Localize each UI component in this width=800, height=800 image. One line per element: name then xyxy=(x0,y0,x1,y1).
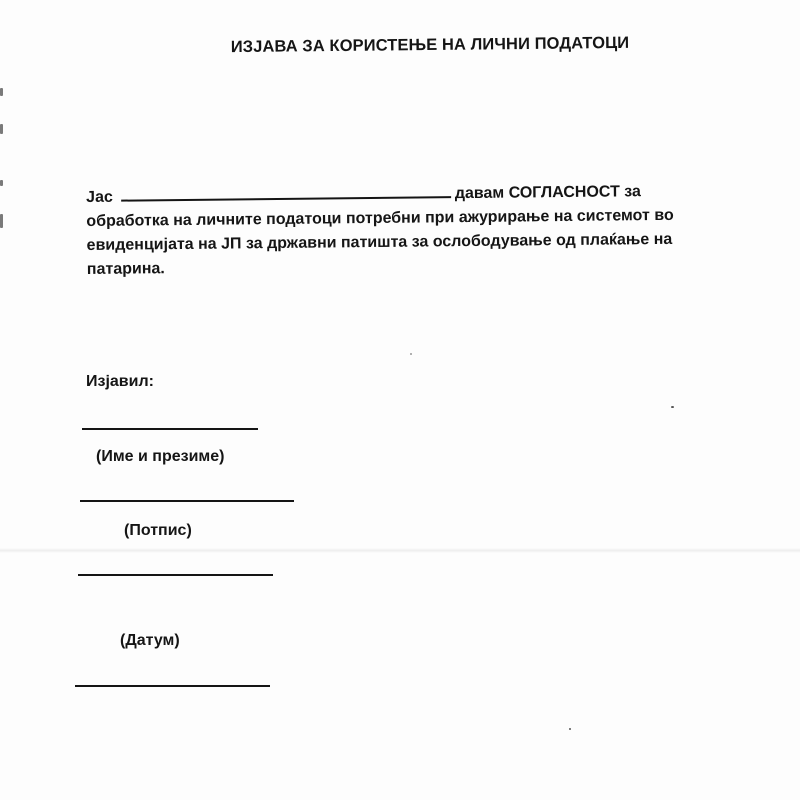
consent-statement xyxy=(86,179,727,282)
document-title: ИЗЈАВА ЗА КОРИСТЕЊЕ НА ЛИЧНИ ПОДАТОЦИ xyxy=(230,33,630,57)
statement-line-4: патарина. xyxy=(86,260,165,278)
statement-line-3: евиденцијата на ЈП за државни патишта за ослободување од плаќање на xyxy=(86,230,673,254)
name-blank-line[interactable] xyxy=(121,182,451,201)
scan-fold-line xyxy=(0,548,800,553)
scan-speck xyxy=(569,728,571,730)
scan-edge-mark xyxy=(0,180,3,186)
full-name-label: (Име и презиме) xyxy=(96,448,225,465)
declarant-label: Изјавил: xyxy=(86,373,154,390)
scan-edge-mark xyxy=(0,214,3,228)
scan-edge-mark xyxy=(0,124,3,134)
scan-speck xyxy=(410,353,412,355)
statement-line-2: обработка на личните податоци потребни при ажурирање на системот во xyxy=(86,206,674,230)
scan-edge-mark xyxy=(0,88,3,96)
statement-prefix: Јас xyxy=(86,188,113,206)
date-line[interactable] xyxy=(78,574,273,576)
date-entry-line[interactable] xyxy=(75,685,270,687)
date-label: (Датум) xyxy=(120,632,180,649)
signature-label: (Потпис) xyxy=(124,522,192,539)
signature-line[interactable] xyxy=(80,500,294,502)
scan-speck xyxy=(671,406,674,408)
statement-line-1-suffix: давам СОГЛАСНОСТ за xyxy=(454,183,641,203)
full-name-line[interactable] xyxy=(82,428,258,430)
